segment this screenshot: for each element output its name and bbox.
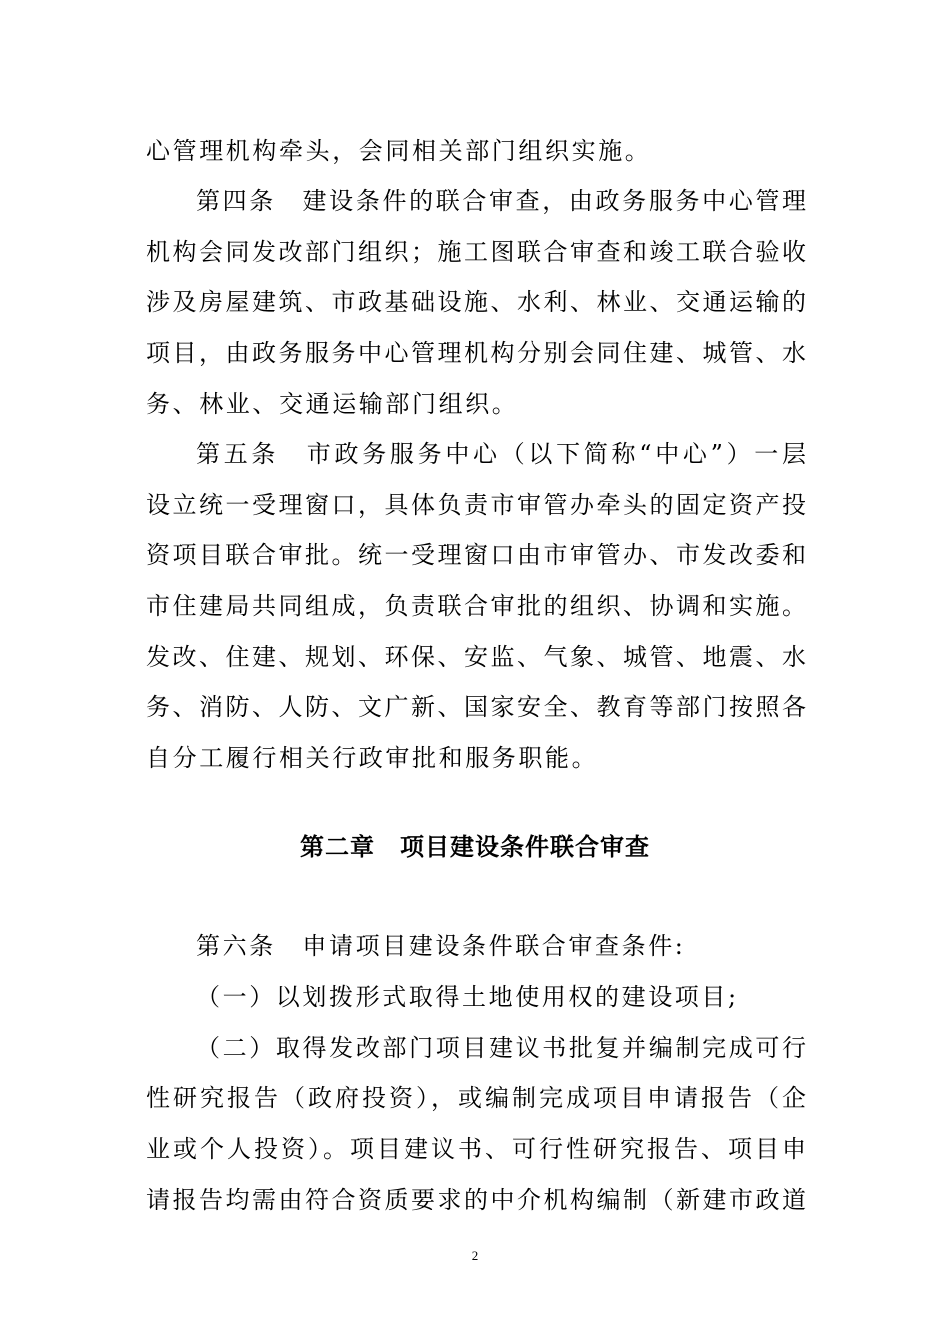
body-line: 心管理机构牵头，会同相关部门组织实施。 <box>146 137 652 165</box>
body-line: 请报告均需由符合资质要求的中介机构编制（新建市政道 <box>146 1186 806 1214</box>
list-item-2: （二）取得发改部门项目建议书批复并编制完成可行 <box>196 1034 806 1062</box>
article-5-line: 第五条 市政务服务中心（以下简称“中心”）一层 <box>196 440 806 468</box>
body-line: 市住建局共同组成，负责联合审批的组织、协调和实施。 <box>146 592 806 620</box>
body-line: 资项目联合审批。统一受理窗口由市审管办、市发改委和 <box>146 541 806 569</box>
body-line: 自分工履行相关行政审批和服务职能。 <box>146 744 599 772</box>
article-6-line: 第六条 申请项目建设条件联合审查条件: <box>196 932 686 960</box>
chapter-heading: 第二章 项目建设条件联合审查 <box>300 833 650 861</box>
body-line: 性研究报告（政府投资），或编制完成项目申请报告（企 <box>146 1084 806 1112</box>
body-line: 项目，由政务服务中心管理机构分别会同住建、城管、水 <box>146 339 806 367</box>
body-line: 务、消防、人防、文广新、国家安全、教育等部门按照各 <box>146 693 806 721</box>
body-line: 设立统一受理窗口，具体负责市审管办牵头的固定资产投 <box>146 491 806 519</box>
body-line: 务、林业、交通运输部门组织。 <box>146 390 519 418</box>
body-line: 业或个人投资）。项目建议书、可行性研究报告、项目申 <box>146 1135 806 1163</box>
list-item-1: （一）以划拨形式取得土地使用权的建设项目; <box>196 983 739 1011</box>
page-number: 2 <box>471 1248 479 1263</box>
body-line: 涉及房屋建筑、市政基础设施、水利、林业、交通运输的 <box>146 288 806 316</box>
body-line: 发改、住建、规划、环保、安监、气象、城管、地震、水 <box>146 643 806 671</box>
article-4-line: 第四条 建设条件的联合审查，由政务服务中心管理 <box>196 187 806 215</box>
body-line: 机构会同发改部门组织；施工图联合审查和竣工联合验收 <box>146 238 806 266</box>
